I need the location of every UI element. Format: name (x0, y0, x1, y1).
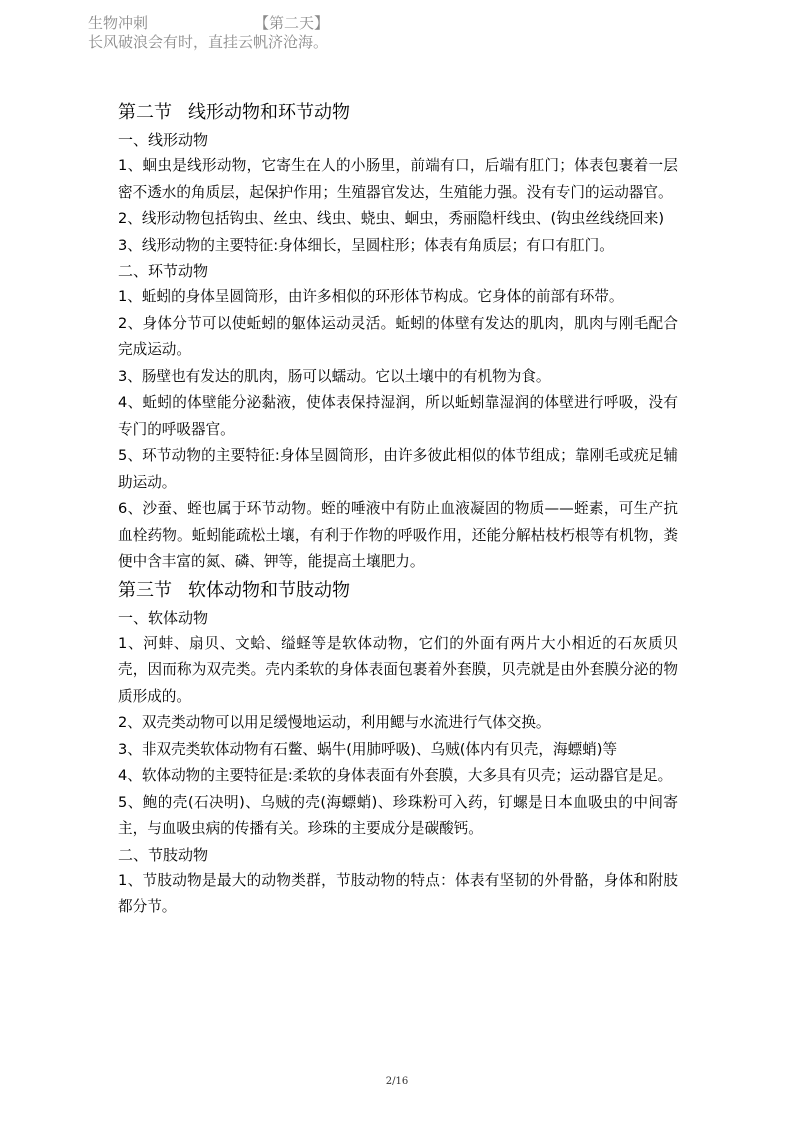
paragraph: 2、身体分节可以使蚯蚓的躯体运动灵活。蚯蚓的体壁有发达的肌肉，肌肉与刚毛配合完成运动。 (118, 314, 678, 358)
page-number: 2/16 (385, 1076, 409, 1087)
header-motto: 长风破浪会有时，直挂云帆济沧海。 (88, 33, 329, 51)
paragraph: 5、鲍的壳(石决明)、乌贼的壳(海螵蛸)、珍珠粉可入药，钉螺是日本血吸虫的中间寄主，与血吸虫病的传播有关。珍珠的主要成分是碳酸钙。 (118, 793, 678, 837)
section-name: 线形动物和环节动物 (188, 102, 350, 123)
section-number: 第二节 (118, 102, 172, 123)
paragraph: 4、蚯蚓的体壁能分泌黏液，使体表保持湿润，所以蚯蚓靠湿润的体壁进行呼吸，没有专门的呼吸器官。 (118, 394, 678, 438)
paragraph: 6、沙蚕、蛭也属于环节动物。蛭的唾液中有防止血液凝固的物质——蛭素，可生产抗血栓药物。蚯蚓能疏松土壤，有利于作物的呼吸作用，还能分解枯枝朽根等有机物，粪便中含丰富的氮、磷、钾等，能提高土壤肥力。 (118, 500, 678, 570)
subsection-title: 二、环节动物 (118, 262, 209, 280)
paragraph: 2、线形动物包括钩虫、丝虫、线虫、蛲虫、蛔虫，秀丽隐杆线虫、(钩虫丝线绕回来) (118, 210, 665, 227)
section-number: 第三节 (118, 579, 172, 601)
section-title (118, 576, 678, 606)
paragraph: 3、线形动物的主要特征:身体细长，呈圆柱形；体表有角质层；有口有肛门。 (118, 236, 614, 254)
paragraph: 3、肠壁也有发达的肌肉，肠可以蠕动。它以土壤中的有机物为食。 (118, 367, 551, 385)
section-title (118, 98, 678, 128)
paragraph: 5、环节动物的主要特征:身体呈圆筒形，由许多彼此相似的体节组成；靠刚毛或疣足辅助运动。 (118, 447, 678, 491)
header-line (88, 14, 738, 33)
header-title: 生物冲刺 (88, 14, 149, 32)
subsection-title: 二、节肢动物 (118, 845, 209, 864)
section-name: 软体动物和节肢动物 (188, 579, 350, 601)
paragraph: 1、节肢动物是最大的动物类群，节肢动物的特点：体表有坚韧的外骨骼，身体和附肢都分节。 (118, 871, 678, 915)
header-day-label: 【第二天】 (254, 14, 330, 32)
paragraph: 3、非双壳类软体动物有石鳖、蜗牛(用肺呼吸)、乌贼(体内有贝壳，海螵蛸)等 (118, 740, 618, 758)
subsection-title: 一、软体动物 (118, 608, 209, 627)
page-header (88, 14, 738, 52)
paragraph: 1、河蚌、扇贝、文蛤、缢蛏等是软体动物，它们的外面有两片大小相近的石灰质贝壳，因而称为双壳类。壳内柔软的身体表面包裹着外套膜，贝壳就是由外套膜分泌的物质形成的。 (118, 634, 678, 705)
document-body (118, 98, 678, 921)
paragraph: 1、蚯蚓的身体呈圆筒形，由许多相似的环形体节构成。它身体的前部有环带。 (118, 288, 624, 305)
subsection-title: 一、线形动物 (118, 131, 209, 149)
paragraph: 1、蛔虫是线形动物，它寄生在人的小肠里，前端有口，后端有肛门；体表包裹着一层密不透水的角质层，起保护作用；生殖器官发达，生殖能力强。没有专门的运动器官。 (118, 157, 678, 201)
paragraph: 2、双壳类动物可以用足缓慢地运动，利用鳃与水流进行气体交换。 (118, 714, 551, 731)
paragraph: 4、软体动物的主要特征是:柔软的身体表面有外套膜，大多具有贝壳；运动器官是足。 (118, 767, 673, 784)
